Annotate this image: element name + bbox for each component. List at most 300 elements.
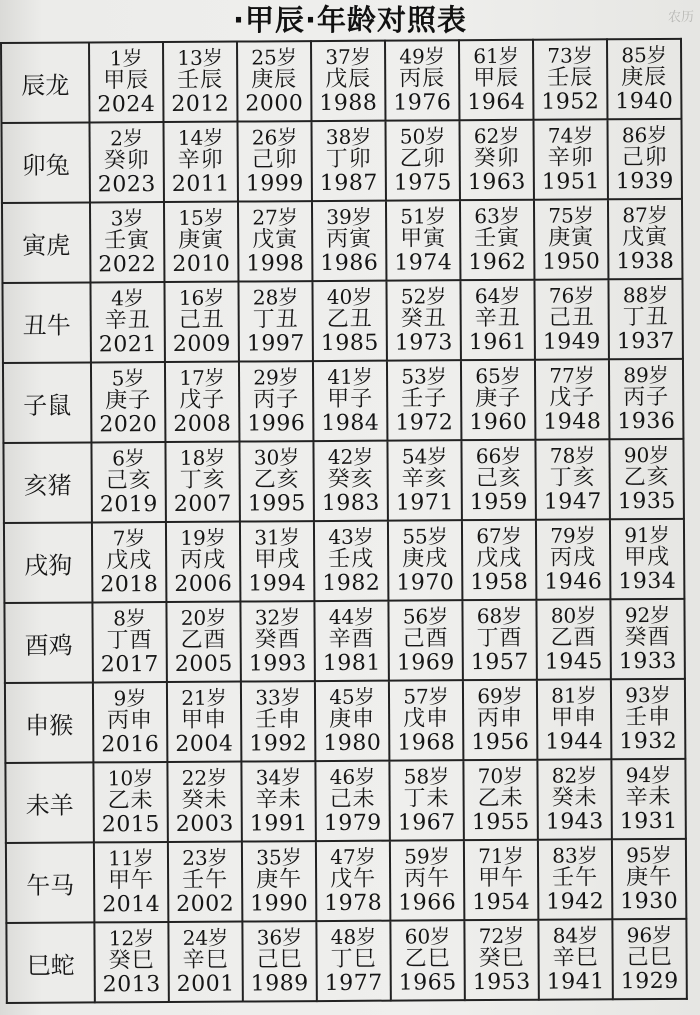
ganzhi-text: 壬寅 <box>474 225 521 252</box>
year-text: 1955 <box>471 809 530 836</box>
year-text: 2012 <box>171 91 230 117</box>
age-text: 54岁 <box>401 444 448 469</box>
age-text: 62岁 <box>473 123 520 149</box>
table-cell <box>611 679 685 759</box>
table-cell <box>92 522 166 602</box>
age-text: 9岁 <box>113 686 147 711</box>
year-text: 1992 <box>249 731 308 757</box>
table-cell <box>386 200 460 280</box>
zodiac-label: 申猴 <box>5 682 93 763</box>
ganzhi-text: 戊戌 <box>476 545 523 572</box>
table-cell <box>537 679 611 759</box>
ganzhi-text: 甲午 <box>478 865 525 892</box>
page-title: ·甲辰·年龄对照表 <box>232 3 468 37</box>
year-text: 2010 <box>172 251 231 277</box>
table-cell <box>92 602 166 682</box>
year-text: 1940 <box>615 88 674 115</box>
zodiac-label: 戌狗 <box>4 522 92 603</box>
year-text: 1976 <box>393 90 452 116</box>
age-text: 56岁 <box>402 604 449 629</box>
table-cell <box>534 279 608 359</box>
year-text: 1971 <box>395 490 454 516</box>
age-text: 81岁 <box>551 683 597 708</box>
year-text: 1965 <box>398 970 457 996</box>
year-text: 1970 <box>396 570 455 596</box>
ganzhi-text: 甲申 <box>551 705 598 731</box>
ganzhi-text: 戊子 <box>549 385 596 411</box>
age-text: 22岁 <box>181 765 228 790</box>
age-text: 77岁 <box>549 363 595 388</box>
table-cell <box>537 759 611 839</box>
age-text: 84岁 <box>552 923 599 948</box>
year-text: 1985 <box>320 330 379 357</box>
age-text: 89岁 <box>623 362 669 388</box>
table-cell <box>241 681 315 761</box>
age-text: 41岁 <box>327 364 373 390</box>
table-cell <box>164 202 238 282</box>
ganzhi-text: 甲午 <box>108 868 155 894</box>
year-text: 2021 <box>98 332 157 358</box>
table-cell <box>312 281 386 361</box>
age-text: 24岁 <box>182 925 229 950</box>
age-table-wrapper <box>0 38 679 1015</box>
age-text: 53岁 <box>401 364 447 389</box>
ganzhi-text: 癸酉 <box>254 627 301 653</box>
age-text: 17岁 <box>179 365 225 390</box>
year-text: 1934 <box>618 568 677 595</box>
table-cell <box>389 760 463 840</box>
year-text: 2004 <box>175 731 234 757</box>
ganzhi-text: 辛酉 <box>328 626 375 653</box>
year-text: 1989 <box>250 971 309 997</box>
age-text: 8岁 <box>113 606 146 631</box>
year-text: 1987 <box>319 170 378 197</box>
age-text: 85岁 <box>621 42 667 68</box>
year-text: 1959 <box>469 489 528 516</box>
ganzhi-text: 丙午 <box>404 866 451 892</box>
table-cell <box>536 519 610 599</box>
age-text: 49岁 <box>399 44 445 69</box>
age-text: 44岁 <box>328 604 375 630</box>
year-text: 1961 <box>468 329 527 356</box>
zodiac-label: 巳蛇 <box>6 922 94 1003</box>
year-text: 1990 <box>250 891 309 917</box>
table-cell <box>237 41 311 121</box>
ganzhi-text: 戊午 <box>330 866 377 892</box>
age-text: 27岁 <box>252 205 298 230</box>
year-text: 1958 <box>470 569 529 596</box>
age-text: 50岁 <box>399 124 446 149</box>
ganzhi-text: 乙未 <box>107 788 154 814</box>
ganzhi-text: 戊子 <box>179 387 226 413</box>
table-cell <box>385 120 459 200</box>
age-text: 30岁 <box>253 445 300 470</box>
table-row <box>5 679 685 763</box>
table-cell <box>387 440 461 520</box>
table-cell <box>612 839 686 919</box>
age-text: 38岁 <box>325 124 372 150</box>
year-text: 1932 <box>619 728 678 755</box>
ganzhi-text: 丙戌 <box>550 545 597 571</box>
age-text: 20岁 <box>180 605 227 630</box>
age-text: 37岁 <box>325 44 371 70</box>
age-text: 47岁 <box>330 844 376 869</box>
age-text: 61岁 <box>473 43 519 69</box>
table-cell <box>164 282 238 362</box>
age-text: 60岁 <box>404 924 451 949</box>
year-text: 2005 <box>174 651 233 677</box>
ganzhi-text: 己亥 <box>475 465 522 492</box>
age-text: 74岁 <box>547 123 594 148</box>
table-cell <box>242 921 316 1001</box>
zodiac-label: 亥猪 <box>3 442 91 523</box>
table-cell <box>167 762 241 842</box>
table-cell <box>312 201 386 281</box>
ganzhi-text: 乙酉 <box>180 627 227 653</box>
zodiac-label: 午马 <box>6 842 94 923</box>
table-cell <box>610 599 684 679</box>
table-cell <box>239 361 313 441</box>
year-text: 1988 <box>319 90 378 117</box>
year-text: 2015 <box>101 812 160 838</box>
year-text: 1995 <box>247 491 306 517</box>
year-text: 1986 <box>320 250 379 277</box>
year-text: 1975 <box>393 170 452 196</box>
age-text: 96岁 <box>626 922 673 948</box>
table-row <box>4 519 684 603</box>
ganzhi-text: 乙酉 <box>550 625 597 651</box>
year-text: 1969 <box>396 650 455 676</box>
age-text: 57岁 <box>403 684 449 709</box>
year-text: 1994 <box>248 571 307 597</box>
ganzhi-text: 己酉 <box>402 626 449 652</box>
table-cell <box>163 42 237 122</box>
year-text: 2016 <box>101 732 160 758</box>
ganzhi-text: 辛未 <box>255 787 302 813</box>
age-text: 52岁 <box>400 284 447 309</box>
ganzhi-text: 甲戌 <box>624 544 671 571</box>
table-cell <box>459 120 533 200</box>
year-text: 2002 <box>176 891 235 917</box>
ganzhi-text: 辛巳 <box>552 945 599 971</box>
year-text: 1991 <box>249 811 308 837</box>
ganzhi-text: 戊申 <box>403 706 450 732</box>
table-cell <box>463 760 537 840</box>
age-table-body <box>1 39 687 1003</box>
table-cell <box>609 359 683 439</box>
table-cell <box>93 682 167 762</box>
year-text: 1935 <box>617 488 676 515</box>
table-cell <box>314 521 388 601</box>
age-text: 29岁 <box>253 365 299 390</box>
year-text: 1943 <box>545 809 604 835</box>
table-cell <box>462 520 536 600</box>
ganzhi-text: 丙子 <box>623 384 670 411</box>
age-text: 65岁 <box>475 363 521 389</box>
age-text: 36岁 <box>256 925 303 950</box>
year-text: 1962 <box>468 249 527 276</box>
ganzhi-text: 乙卯 <box>399 146 446 172</box>
year-text: 2024 <box>97 92 156 118</box>
ganzhi-text: 戊寅 <box>622 224 669 251</box>
age-text: 32岁 <box>254 605 301 630</box>
year-text: 1956 <box>471 729 530 756</box>
age-text: 72岁 <box>478 923 525 949</box>
ganzhi-text: 甲寅 <box>400 226 447 252</box>
age-text: 79岁 <box>550 523 596 548</box>
table-cell <box>238 201 312 281</box>
year-text: 1937 <box>616 328 675 355</box>
table-cell <box>94 922 168 1002</box>
table-cell <box>464 920 538 1000</box>
age-text: 51岁 <box>400 204 446 229</box>
age-text: 1岁 <box>109 46 143 71</box>
ganzhi-text: 壬辰 <box>547 65 594 91</box>
year-text: 1946 <box>544 569 603 595</box>
year-text: 1957 <box>470 649 529 676</box>
year-text: 2019 <box>99 492 158 518</box>
table-cell <box>166 522 240 602</box>
ganzhi-text: 癸巳 <box>478 945 525 972</box>
ganzhi-text: 己巳 <box>626 944 673 971</box>
year-text: 2009 <box>172 331 231 357</box>
age-text: 6岁 <box>112 446 145 471</box>
age-text: 55岁 <box>402 524 448 549</box>
age-text: 26岁 <box>251 125 298 150</box>
year-text: 1954 <box>472 889 531 916</box>
ganzhi-text: 丁亥 <box>179 467 226 493</box>
age-text: 92岁 <box>624 602 671 628</box>
ganzhi-text: 丁亥 <box>549 465 596 491</box>
age-text: 70岁 <box>477 763 524 789</box>
table-cell <box>168 922 242 1002</box>
age-text: 59岁 <box>404 844 450 869</box>
age-text: 82岁 <box>551 763 598 788</box>
year-text: 1963 <box>467 169 526 196</box>
table-row <box>6 839 686 923</box>
table-cell <box>609 439 683 519</box>
table-cell <box>534 199 608 279</box>
age-text: 23岁 <box>182 845 228 870</box>
table-cell <box>238 281 312 361</box>
ganzhi-text: 庚寅 <box>548 225 595 251</box>
year-text: 1981 <box>322 650 381 677</box>
table-cell <box>611 759 685 839</box>
age-text: 31岁 <box>254 525 300 550</box>
age-text: 69岁 <box>477 683 523 709</box>
table-cell <box>316 921 390 1001</box>
age-text: 13岁 <box>177 45 223 70</box>
ganzhi-text: 丙子 <box>253 387 300 413</box>
table-cell <box>90 202 164 282</box>
year-text: 1930 <box>620 888 679 915</box>
age-text: 93岁 <box>625 682 671 708</box>
zodiac-label: 子鼠 <box>3 362 91 443</box>
table-cell <box>464 840 538 920</box>
ganzhi-text: 丙申 <box>107 708 154 734</box>
ganzhi-text: 戊寅 <box>252 227 299 253</box>
age-text: 7岁 <box>112 526 146 551</box>
ganzhi-text: 甲辰 <box>103 68 150 94</box>
ganzhi-text: 壬寅 <box>104 228 151 254</box>
year-text: 1950 <box>542 249 601 275</box>
ganzhi-text: 辛卯 <box>547 145 594 171</box>
year-text: 1944 <box>545 729 604 755</box>
ganzhi-text: 庚辰 <box>251 67 298 93</box>
year-text: 1998 <box>246 251 305 277</box>
ganzhi-text: 辛丑 <box>104 308 151 334</box>
year-text: 1980 <box>323 730 382 757</box>
year-text: 1949 <box>542 329 601 355</box>
age-text: 11岁 <box>108 846 154 871</box>
ganzhi-text: 丙寅 <box>326 226 373 253</box>
table-cell <box>536 599 610 679</box>
year-text: 1993 <box>248 651 307 677</box>
age-text: 76岁 <box>548 283 595 308</box>
table-cell <box>163 122 237 202</box>
year-text: 2013 <box>102 972 161 998</box>
ganzhi-text: 庚午 <box>626 864 673 891</box>
table-cell <box>387 360 461 440</box>
age-text: 5岁 <box>111 366 145 391</box>
age-text: 35岁 <box>256 845 302 870</box>
age-text: 18岁 <box>179 445 226 470</box>
year-text: 1979 <box>323 810 382 837</box>
ganzhi-text: 丙戌 <box>180 547 227 573</box>
zodiac-label: 寅虎 <box>2 202 90 283</box>
zodiac-label: 丑牛 <box>2 282 90 363</box>
zodiac-label: 卯兔 <box>1 122 89 203</box>
table-cell <box>533 119 607 199</box>
ganzhi-text: 癸巳 <box>108 948 155 974</box>
ganzhi-text: 癸酉 <box>624 624 671 651</box>
table-cell <box>461 440 535 520</box>
table-cell <box>167 682 241 762</box>
table-cell <box>311 121 385 201</box>
year-text: 1966 <box>398 890 457 916</box>
age-text: 88岁 <box>622 282 669 308</box>
age-text: 15岁 <box>178 205 224 230</box>
table-cell <box>314 601 388 681</box>
age-comparison-table <box>0 38 688 1004</box>
ganzhi-text: 辛巳 <box>182 947 229 973</box>
ganzhi-text: 癸未 <box>551 785 598 811</box>
age-text: 78岁 <box>549 443 596 468</box>
table-cell <box>463 680 537 760</box>
year-text: 1929 <box>620 968 679 995</box>
year-text: 1933 <box>618 648 677 675</box>
age-text: 91岁 <box>624 522 670 548</box>
table-cell <box>461 360 535 440</box>
table-cell <box>237 121 311 201</box>
ganzhi-text: 戊辰 <box>325 66 372 93</box>
table-row <box>6 919 686 1003</box>
table-row <box>2 279 682 363</box>
year-text: 2011 <box>171 171 230 197</box>
age-text: 90岁 <box>623 442 670 468</box>
table-cell <box>535 439 609 519</box>
ganzhi-text: 癸亥 <box>327 466 374 493</box>
ganzhi-text: 己丑 <box>178 307 225 333</box>
ganzhi-text: 癸未 <box>181 787 228 813</box>
ganzhi-text: 己巳 <box>256 947 303 973</box>
table-cell <box>533 39 607 119</box>
ganzhi-text: 甲辰 <box>473 65 520 92</box>
table-cell <box>612 919 686 999</box>
ganzhi-text: 壬辰 <box>177 67 224 93</box>
ganzhi-text: 己卯 <box>251 147 298 173</box>
ganzhi-text: 辛丑 <box>474 305 521 332</box>
age-text: 75岁 <box>548 203 594 228</box>
table-cell <box>313 361 387 441</box>
year-text: 2008 <box>173 411 232 437</box>
year-text: 1997 <box>246 331 305 357</box>
year-text: 1984 <box>321 410 380 437</box>
year-text: 1972 <box>395 410 454 436</box>
age-text: 21岁 <box>181 685 227 710</box>
ganzhi-text: 庚申 <box>329 706 376 733</box>
table-cell <box>242 841 316 921</box>
table-row <box>1 39 681 123</box>
ganzhi-text: 壬午 <box>182 867 229 893</box>
age-text: 87岁 <box>622 202 668 228</box>
year-text: 2007 <box>173 491 232 517</box>
age-text: 68岁 <box>476 603 523 629</box>
ganzhi-text: 丁酉 <box>106 628 153 654</box>
ganzhi-text: 己卯 <box>621 144 668 171</box>
ganzhi-text: 乙亥 <box>253 467 300 493</box>
year-text: 1951 <box>541 169 600 195</box>
ganzhi-text: 癸卯 <box>473 145 520 172</box>
age-text: 48岁 <box>330 924 377 949</box>
ganzhi-text: 庚辰 <box>621 64 668 91</box>
age-text: 3岁 <box>110 206 144 231</box>
table-cell <box>607 119 681 199</box>
table-cell <box>316 841 390 921</box>
year-text: 1939 <box>615 168 674 195</box>
ganzhi-text: 己丑 <box>548 305 595 331</box>
ganzhi-text: 丙辰 <box>399 66 446 92</box>
age-text: 64岁 <box>474 283 521 309</box>
table-cell <box>166 602 240 682</box>
table-cell <box>390 840 464 920</box>
year-text: 1931 <box>619 808 678 835</box>
year-text: 1978 <box>324 890 383 917</box>
table-cell <box>91 442 165 522</box>
age-text: 28岁 <box>252 285 299 310</box>
table-cell <box>240 601 314 681</box>
year-text: 1983 <box>321 490 380 517</box>
table-cell <box>608 199 682 279</box>
year-text: 1977 <box>324 970 383 997</box>
ganzhi-text: 己亥 <box>105 468 152 494</box>
year-text: 1967 <box>397 810 456 836</box>
age-text: 34岁 <box>255 765 302 790</box>
year-text: 1973 <box>394 330 453 356</box>
table-cell <box>94 842 168 922</box>
year-text: 1968 <box>397 730 456 756</box>
table-cell <box>385 40 459 120</box>
age-text: 45岁 <box>329 684 375 710</box>
age-text: 73岁 <box>547 43 593 68</box>
year-text: 2023 <box>97 172 156 198</box>
table-cell <box>388 520 462 600</box>
table-cell <box>315 681 389 761</box>
age-text: 63岁 <box>474 203 520 229</box>
year-text: 1982 <box>322 570 381 597</box>
table-cell <box>315 761 389 841</box>
year-text: 1945 <box>544 649 603 675</box>
